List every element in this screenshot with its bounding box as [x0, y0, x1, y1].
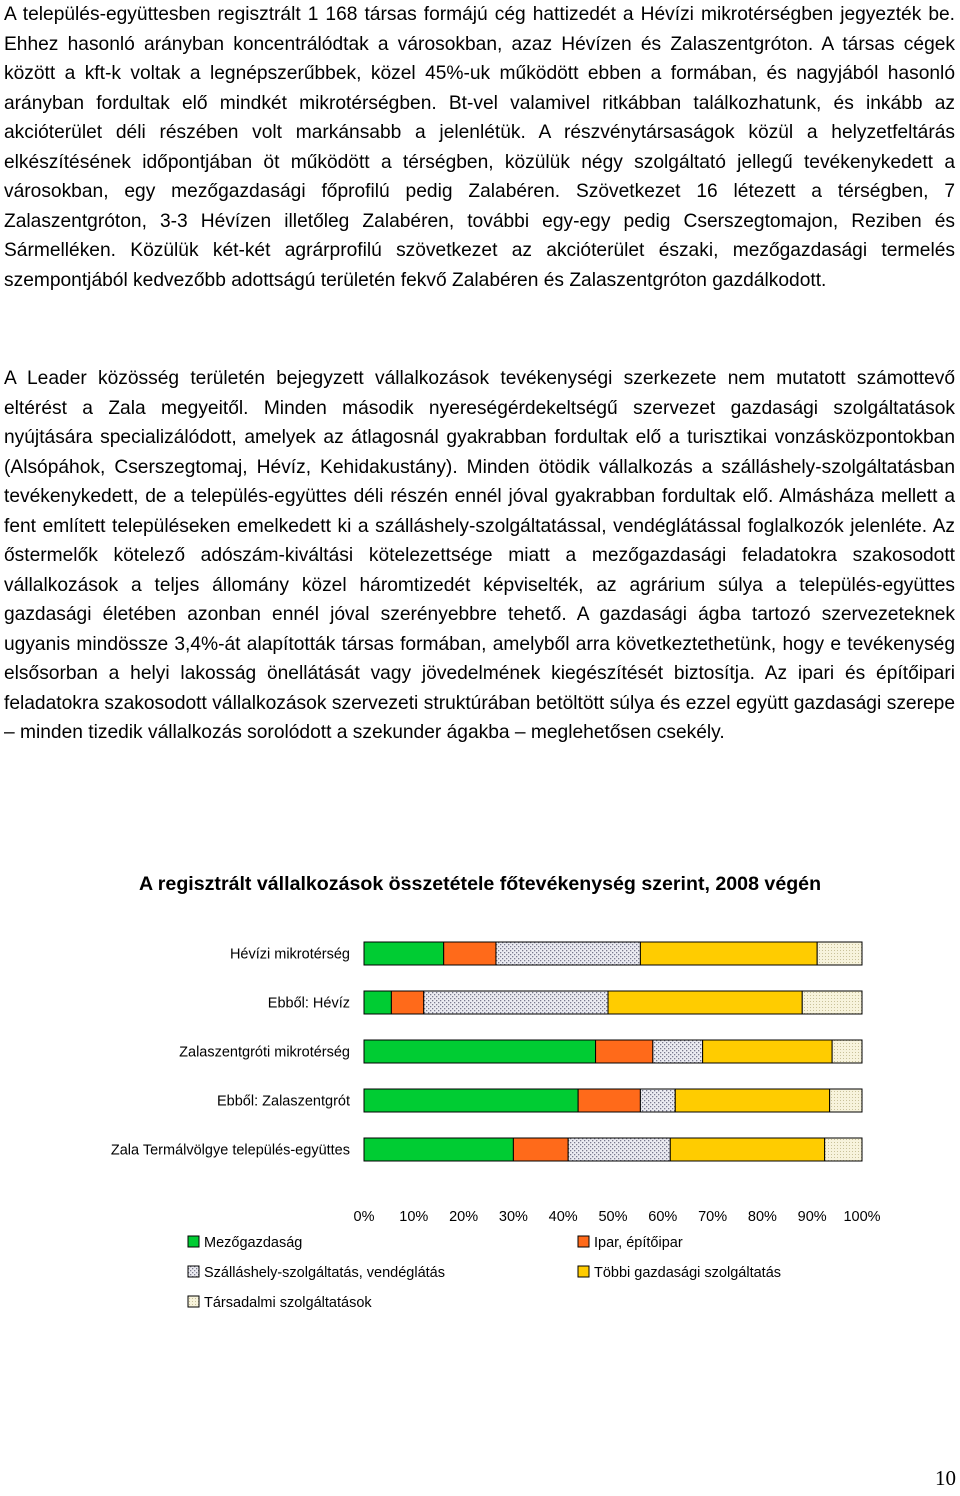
category-label-2: Zalaszentgróti mikrotérség: [179, 1044, 350, 1061]
legend-label-szallashely-szolgaltatas-vendeglatas: Szálláshely-szolgáltatás, vendéglátás: [204, 1265, 445, 1281]
x-tick-label-9: 90%: [797, 1209, 827, 1225]
bar-segment-szallashely-szolgaltatas-vendeglatas-1: [424, 991, 608, 1014]
bar-segment-tobbi-gazdasagi-szolgaltatas-2: [703, 1040, 832, 1063]
legend-swatch-mezogazdasag: [188, 1236, 199, 1247]
category-label-0: Hévízi mikrotérség: [229, 946, 350, 963]
legend-swatch-tarsadalmi-szolgaltatasok: [188, 1296, 199, 1307]
bar-segment-szallashely-szolgaltatas-vendeglatas-4: [568, 1138, 670, 1161]
legend-label-ipar-epitoipar: Ipar, építőipar: [594, 1235, 683, 1251]
x-tick-label-1: 10%: [399, 1209, 429, 1225]
bar-segment-mezogazdasag-3: [364, 1089, 578, 1112]
bar-segment-tarsadalmi-szolgaltatasok-1: [802, 991, 862, 1014]
bar-segment-tarsadalmi-szolgaltatasok-4: [825, 1138, 862, 1161]
bar-segment-szallashely-szolgaltatas-vendeglatas-0: [496, 942, 640, 965]
paragraph-1: A település-együttesben regisztrált 1 168 társas formájú cég hattizedét a Hévízi mikrotérségben jegyezték be. Ehhez hasonló arányban koncentrálódtak a városokban, azaz Hévízen és Zalaszentgróton. A társas cégek között a kft-k voltak a legnépszerűbbek, közel 45%-uk működött ebben a formában, és nagyjából hasonló arányban fordultak elő mindkét mikrotérségben. Bt-vel valamivel ritkábban találkozhatunk, és inkább az akcióterület déli részében volt markánsabb a jelenlétük. A részvénytársaságok közül a helyzetfeltárás elkészítésének időpontjában öt működött a térségben, közülük négy szolgáltató jellegű tevékenykedett a városokban, egy mezőgazdasági főprofilú pedig Zalabéren. Szövetkezet 16 létezett a térségben, 7 Zalaszentgróton, 3-3 Hévízen illetőleg Zalabéren, további egy-egy pedig Cserszegtomajon, Reziben és Sármelléken. Közülük két-két agrárprofilú szövetkezet az akcióterület északi, mezőgazdasági termelés szempontjából kedvezőbb adottságú területén fekvő Zalabéren és Zalaszentgróton gazdálkodott.: [4, 4, 955, 291]
legend-label-mezogazdasag: Mezőgazdaság: [204, 1235, 303, 1251]
bar-segment-tobbi-gazdasagi-szolgaltatas-3: [675, 1089, 829, 1112]
legend-label-tarsadalmi-szolgaltatasok: Társadalmi szolgáltatások: [204, 1295, 372, 1311]
legend-swatch-tobbi-gazdasagi-szolgaltatas: [578, 1266, 589, 1277]
bar-segment-tobbi-gazdasagi-szolgaltatas-0: [640, 942, 817, 965]
bar-segment-ipar-epitoipar-0: [444, 942, 496, 965]
bar-segment-mezogazdasag-1: [364, 991, 391, 1014]
category-label-1: Ebből: Hévíz: [267, 995, 350, 1012]
x-tick-label-4: 40%: [548, 1209, 578, 1225]
legend-swatch-szallashely-szolgaltatas-vendeglatas: [188, 1266, 199, 1277]
paragraph-2: A Leader közösség területén bejegyzett vállalkozások tevékenységi szerkezete nem mutatott számottevő eltérést a Zala megyeitől. Minden második nyereségérdekeltségű szervezet gazdasági szolgáltatások nyújtására specializálódott, amelyek az átlagosnál gyakrabban fordultak elő a turisztikai vonzásközpontokban (Alsópáhok, Cserszegtomaj, Hévíz, Kehidakustány). Minden ötödik vállalkozás a szálláshely-szolgáltatásban tevékenykedett, de a település-együttes déli részén ennél jóval gyakrabban fordultak elő. Almásháza mellett a fent említett településeken emelkedett ki a szálláshely-szolgáltatással, vendéglátással foglalkozók jelenléte. Az őstermelők kötelező adószám-kiváltási kötelezettsége miatt a mezőgazdasági feladatokra szakosodott vállalkozások a teljes állomány közel háromtizedét képviselték, az agrárium súlya a település-együttes gazdasági életében azonban ennél jóval szerényebbre tehető. A gazdasági ágba tartozó szervezeteknek ugyanis mindössze 3,4%-át alapították társas formában, amelyből arra következtethetünk, hogy e tevékenység elsősorban a helyi lakosság önellátását vagy jövedelmének kiegészítését biztosítja. Az ipari és építőipari feladatokra szakosodott vállalkozások szervezeti struktúrában betöltött súlya és ezzel együtt gazdasági szerepe – minden tizedik vállalkozás sorolódott a szekunder ágakba – meglehetősen csekély.: [4, 368, 955, 743]
x-tick-label-2: 20%: [449, 1209, 479, 1225]
bar-segment-mezogazdasag-0: [364, 942, 444, 965]
category-label-4: Zala Termálvölgye település-együttes: [110, 1142, 350, 1159]
bar-segment-szallashely-szolgaltatas-vendeglatas-3: [640, 1089, 675, 1112]
category-label-3: Ebből: Zalaszentgrót: [217, 1093, 350, 1110]
chart-title: A regisztrált vállalkozások összetétele főtevékenység szerint, 2008 végén: [138, 873, 822, 895]
x-tick-label-6: 60%: [648, 1209, 678, 1225]
x-tick-label-3: 30%: [498, 1209, 528, 1225]
bar-segment-ipar-epitoipar-2: [596, 1040, 653, 1063]
bar-segment-tobbi-gazdasagi-szolgaltatas-1: [608, 991, 802, 1014]
bar-segment-mezogazdasag-2: [364, 1040, 596, 1063]
legend-label-tobbi-gazdasagi-szolgaltatas: Többi gazdasági szolgáltatás: [594, 1265, 782, 1281]
x-tick-label-5: 50%: [598, 1209, 628, 1225]
bar-segment-ipar-epitoipar-1: [391, 991, 423, 1014]
x-tick-label-8: 80%: [747, 1209, 777, 1225]
x-tick-label-7: 70%: [698, 1209, 728, 1225]
bar-segment-tobbi-gazdasagi-szolgaltatas-4: [670, 1138, 824, 1161]
stacked-bar-chart: [0, 920, 960, 1320]
bar-segment-ipar-epitoipar-3: [578, 1089, 640, 1112]
bar-segment-szallashely-szolgaltatas-vendeglatas-2: [653, 1040, 703, 1063]
bar-segment-tarsadalmi-szolgaltatasok-3: [830, 1089, 862, 1112]
bar-segment-tarsadalmi-szolgaltatasok-2: [832, 1040, 862, 1063]
bar-segment-tarsadalmi-szolgaltatasok-0: [817, 942, 862, 965]
bar-segment-mezogazdasag-4: [364, 1138, 513, 1161]
x-tick-label-10: 100%: [843, 1209, 881, 1225]
legend-swatch-ipar-epitoipar: [578, 1236, 589, 1247]
bar-segment-ipar-epitoipar-4: [513, 1138, 568, 1161]
x-tick-label-0: 0%: [353, 1209, 375, 1225]
page-number: 10: [935, 1466, 956, 1490]
